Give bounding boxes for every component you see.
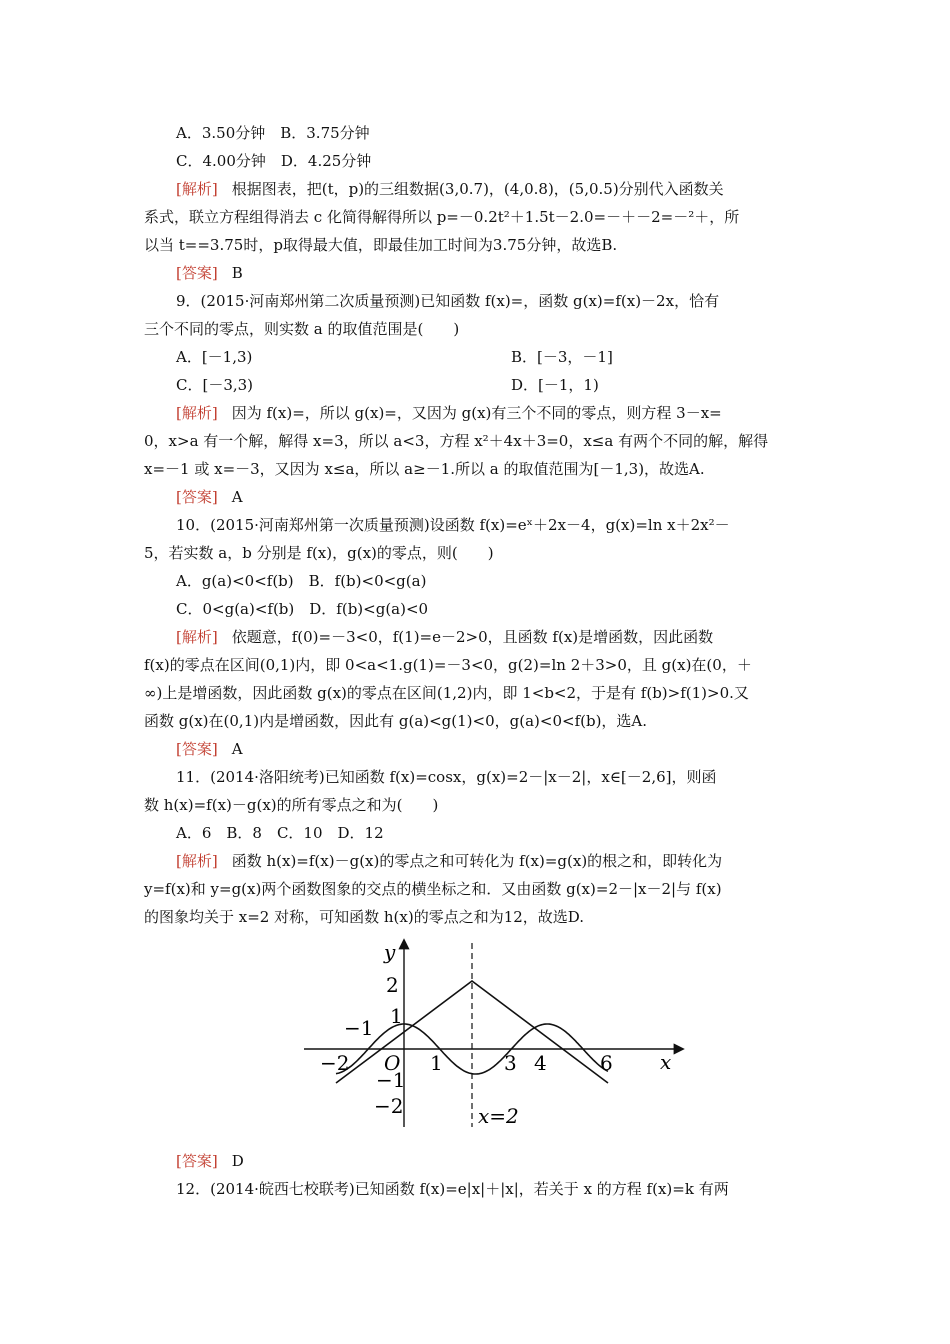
q8-analysis-line-2: 系式，联立方程组得消去 c 化简得解得所以 p=－0.2t²＋1.5t－2.0=－＋－2=－²＋，所 [144, 208, 740, 226]
q8-answer [176, 263, 243, 283]
y-tick-1: 1 [390, 1004, 403, 1028]
q11-analysis-line-1 [176, 851, 722, 871]
q10-answer [176, 739, 243, 759]
q10-stem-line-2: 5，若实数 a，b 分别是 f(x)，g(x)的零点，则( ) [144, 544, 494, 562]
q9-options-row-2 [176, 375, 776, 395]
q10-analysis-line-1 [176, 627, 713, 647]
q8-options-ab: A．3.50分钟 B．3.75分钟 [176, 124, 370, 142]
q10-options-cd: C．0<g(a)<f(b) D．f(b)<g(a)<0 [176, 600, 429, 618]
x-tick-6: 6 [600, 1051, 613, 1075]
q9-analysis-line-2: 0，x>a 有一个解，解得 x=3，所以 a<3，方程 x²＋4x＋3=0，x≤a 有两个不同的解，解得 [144, 432, 769, 450]
q8-analysis-line-1 [176, 179, 724, 199]
analysis-text: 根据图表，把(t，p)的三组数据(3,0.7)，(4,0.8)，(5,0.5)分别代入函数关 [231, 180, 724, 198]
q9-stem-line-1: 9．(2015·河南郑州第二次质量预测)已知函数 f(x)=，函数 g(x)=f(x)－2x，恰有 [176, 292, 720, 310]
q10-options-ab: A．g(a)<0<f(b) B．f(b)<0<g(a) [176, 572, 427, 590]
y-tick-neg2: −2 [374, 1094, 404, 1118]
answer-tag: [答案] [176, 740, 218, 758]
q9-option-b: B．[－3，－1] [511, 348, 613, 366]
q8-options-cd: C．4.00分钟 D．4.25分钟 [176, 152, 372, 170]
analysis-tag: [解析] [176, 852, 218, 870]
q9-analysis-line-1 [176, 403, 722, 423]
q11-stem-line-2: 数 h(x)=f(x)－g(x)的所有零点之和为( ) [144, 796, 439, 814]
y-axis-label: y [384, 940, 396, 964]
q9-analysis-line-3: x=－1 或 x=－3，又因为 x≤a，所以 a≥－1.所以 a 的取值范围为[－1,3)，故选A. [144, 460, 705, 478]
analysis-tag: [解析] [176, 180, 218, 198]
q9-options-row-1 [176, 347, 776, 367]
q10-analysis-line-2: f(x)的零点在区间(0,1)内，即 0<a<1.g(1)=－3<0，g(2)=ln 2＋3>0，且 g(x)在(0，＋ [144, 656, 752, 674]
x-tick-neg1: −1 [344, 1016, 374, 1040]
symmetry-line-label: x=2 [478, 1104, 519, 1128]
q9-option-a: A．[－1,3) [176, 348, 253, 366]
analysis-text: 依题意，f(0)=－3<0，f(1)=e－2>0，且函数 f(x)是增函数，因此函数 [231, 628, 714, 646]
answer-value: A [231, 740, 243, 758]
q11-options: A．6 B．8 C．10 D．12 [176, 824, 384, 842]
y-tick-2: 2 [386, 973, 399, 997]
x-tick-neg2: −2 [320, 1051, 350, 1075]
x-axis-label: x [660, 1050, 672, 1074]
function-graph-figure [300, 937, 690, 1132]
q10-analysis-line-3: ∞)上是增函数，因此函数 g(x)的零点在区间(1,2)内，即 1<b<2，于是有 f(b)>f(1)>0.又 [144, 684, 749, 702]
q9-option-c: C．[－3,3) [176, 376, 254, 394]
q10-stem-line-1: 10．(2015·河南郑州第一次质量预测)设函数 f(x)=eˣ＋2x－4，g(x)=ln x＋2x²－ [176, 516, 730, 534]
answer-value: D [231, 1152, 244, 1170]
y-tick-neg1: −1 [376, 1068, 406, 1092]
origin-label: O [384, 1051, 401, 1075]
q10-analysis-line-4: 函数 g(x)在(0,1)内是增函数，因此有 g(a)<g(1)<0，g(a)<0<f(b)，选A. [144, 712, 648, 730]
q11-stem-line-1: 11．(2014·洛阳统考)已知函数 f(x)=cosx，g(x)=2－|x－2|，x∈[－2,6]，则函 [176, 768, 717, 786]
answer-tag: [答案] [176, 488, 218, 506]
analysis-text: 函数 h(x)=f(x)－g(x)的零点之和可转化为 f(x)=g(x)的根之和，即转化为 [231, 852, 723, 870]
answer-value: A [231, 488, 243, 506]
x-tick-1: 1 [430, 1051, 443, 1075]
x-tick-3: 3 [504, 1051, 517, 1075]
q11-answer [176, 1151, 244, 1171]
answer-tag: [答案] [176, 264, 218, 282]
analysis-tag: [解析] [176, 404, 218, 422]
x-tick-4: 4 [534, 1051, 547, 1075]
analysis-text: 因为 f(x)=，所以 g(x)=，又因为 g(x)有三个不同的零点，则方程 3－x= [231, 404, 722, 422]
q11-analysis-line-3: 的图象均关于 x=2 对称，可知函数 h(x)的零点之和为12，故选D. [144, 908, 585, 926]
answer-tag: [答案] [176, 1152, 218, 1170]
q12-stem-line-1: 12．(2014·皖西七校联考)已知函数 f(x)=e|x|＋|x|，若关于 x 的方程 f(x)=k 有两 [176, 1180, 729, 1198]
q9-answer [176, 487, 243, 507]
q8-analysis-line-3: 以当 t==3.75时，p取得最大值，即最佳加工时间为3.75分钟，故选B. [144, 236, 618, 254]
q11-analysis-line-2: y=f(x)和 y=g(x)两个函数图象的交点的横坐标之和．又由函数 g(x)=2－|x－2|与 f(x) [144, 880, 722, 898]
analysis-tag: [解析] [176, 628, 218, 646]
answer-value: B [231, 264, 243, 282]
q9-option-d: D．[－1，1) [511, 376, 599, 394]
q9-stem-line-2: 三个不同的零点，则实数 a 的取值范围是( ) [144, 320, 460, 338]
